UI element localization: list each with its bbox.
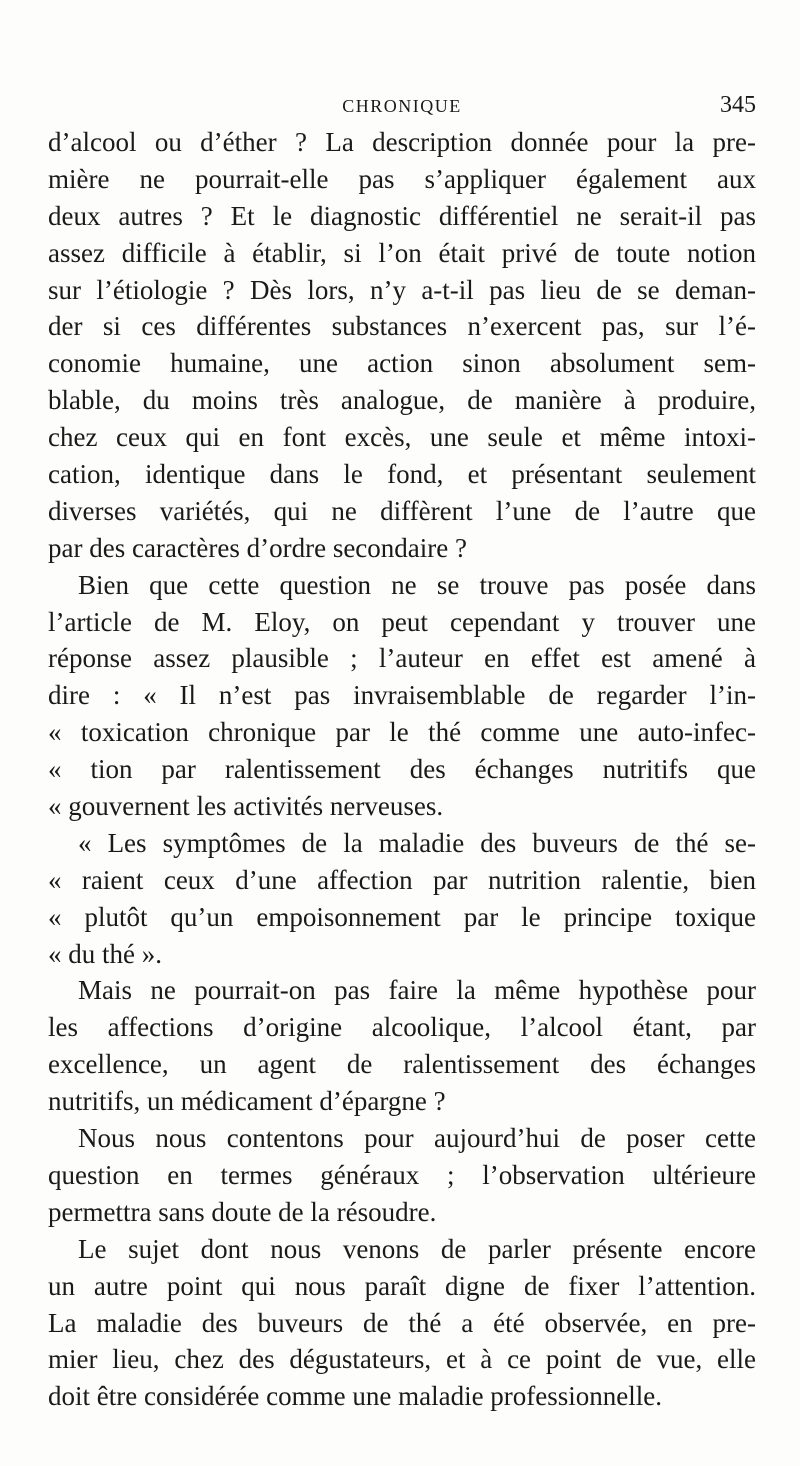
text-line: deux autres ? Et le diagnostic différentiel ne serait-il pas <box>48 200 756 231</box>
text-line: conomie humaine, une action sinon absolument sem- <box>48 348 756 379</box>
text-line: der si ces différentes substances n’exercent pas, sur l’é- <box>48 311 756 342</box>
text-line: d’alcool ou d’éther ? La description donnée pour la pre- <box>48 127 756 157</box>
text-line: assez difficile à établir, si l’on était privé de toute notion <box>48 237 756 268</box>
running-header <box>48 92 756 126</box>
text-line: mière ne pourrait-elle pas s’appliquer également aux <box>48 163 756 194</box>
running-title: CHRONIQUE <box>342 96 462 116</box>
text-line: chez ceux qui en font excès, une seule et même intoxi- <box>48 422 756 453</box>
body-text <box>48 124 756 1434</box>
text-line: Le sujet dont nous venons de parler présente encore <box>78 1233 756 1264</box>
text-line: dire : « Il n’est pas invraisemblable de regarder l’in- <box>48 680 756 711</box>
text-line: « toxication chronique par le thé comme une auto-infec- <box>48 717 756 748</box>
text-line: Nous nous contentons pour aujourd’hui de poser cette <box>78 1123 756 1154</box>
text-line: doit être considérée comme une maladie professionnelle. <box>48 1381 663 1412</box>
page-number: 345 <box>720 92 756 118</box>
text-line: sur l’étiologie ? Dès lors, n’y a-t-il pas lieu de se deman- <box>48 274 756 305</box>
text-line: « tion par ralentissement des échanges nutritifs que <box>48 754 756 785</box>
text-line: « raient ceux d’une affection par nutrition ralentie, bien <box>48 864 756 895</box>
text-line: un autre point qui nous paraît digne de fixer l’attention. <box>48 1270 756 1301</box>
text-line: Mais ne pourrait-on pas faire la même hypothèse pour <box>78 975 756 1006</box>
text-line: nutritifs, un médicament d’épargne ? <box>48 1086 446 1117</box>
text-line: « du thé ». <box>48 938 162 969</box>
text-line: l’article de M. Eloy, on peut cependant y trouver une <box>48 606 756 637</box>
text-line: excellence, un agent de ralentissement des échanges <box>48 1049 756 1080</box>
text-line: permettra sans doute de la résoudre. <box>48 1196 437 1227</box>
text-line: mier lieu, chez des dégustateurs, et à ce point de vue, elle <box>48 1344 756 1375</box>
text-line: cation, identique dans le fond, et présentant seulement <box>48 459 756 490</box>
text-line: diverses variétés, qui ne diffèrent l’une de l’autre que <box>48 495 756 526</box>
text-line: les affections d’origine alcoolique, l’alcool étant, par <box>48 1012 756 1043</box>
text-line: La maladie des buveurs de thé a été observée, en pre- <box>48 1307 756 1338</box>
text-line: « gouvernent les activités nerveuses. <box>48 791 444 822</box>
text-line: « Les symptômes de la maladie des buveurs de thé se- <box>78 827 756 858</box>
text-line: question en termes généraux ; l’observation ultérieure <box>48 1159 756 1190</box>
text-line: réponse assez plausible ; l’auteur en effet est amené à <box>48 643 756 674</box>
text-line: Bien que cette question ne se trouve pas posée dans <box>78 569 756 600</box>
text-line: blable, du moins très analogue, de manière à produire, <box>48 385 756 416</box>
text-line: par des caractères d’ordre secondaire ? <box>48 532 467 563</box>
text-line: « plutôt qu’un empoisonnement par le principe toxique <box>48 901 756 932</box>
